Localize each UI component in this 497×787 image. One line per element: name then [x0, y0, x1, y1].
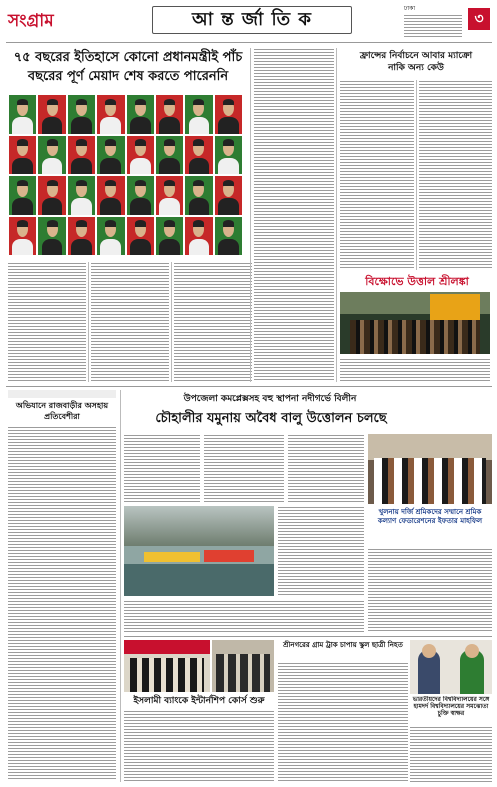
pm-portrait [38, 95, 65, 134]
france-headline: ফ্রান্সের নির্বাচনে আবার ম্যাক্রো নাকি অন্য কেউ [359, 51, 473, 73]
pm-portrait [156, 136, 183, 175]
lead-headline-line2: বছরের পূর্ণ মেয়াদ শেষ করতে পারেননি [27, 69, 229, 84]
srilanka-body [340, 358, 490, 382]
lead-headline-line1: ৭৫ বছরের ইতিহাসে কোনো প্রধানমন্ত্রীই পাঁচ [13, 50, 243, 65]
pm-portrait [127, 217, 154, 256]
pm-portrait [97, 217, 124, 256]
pm-portrait [127, 176, 154, 215]
khulna-iftar-photo [368, 434, 492, 504]
masthead [0, 0, 497, 46]
pm-portrait [127, 136, 154, 175]
bottom-headline: চৌহালীর যমুনায় অবৈধ বালু উত্তোলন চলছে [155, 411, 387, 426]
pm-portrait [156, 217, 183, 256]
lead-headline [8, 48, 248, 88]
pm-portrait [68, 95, 95, 134]
islami-bank-body [124, 710, 274, 782]
pm-portrait [185, 95, 212, 134]
logo-text: সংগ্রাম [8, 11, 54, 31]
dateline-city: ঢাকা [404, 5, 416, 12]
lead-body-col1 [8, 262, 86, 382]
page-number: ৩ [474, 11, 484, 27]
chauhali-body-col2 [204, 434, 284, 504]
page-number-box [468, 8, 490, 30]
pm-portrait [9, 95, 36, 134]
section-title: আ ন্ত র্জা তি ক [191, 9, 313, 30]
pm-portrait [68, 136, 95, 175]
pm-portrait [97, 176, 124, 215]
pm-portrait [68, 176, 95, 215]
sreenagar-headline: শ্রীনগরের গ্রাম ট্রাক চাপায় স্কুল ছাত্রী নিহত [283, 641, 403, 649]
pm-portrait [215, 95, 242, 134]
university-signing-photo [410, 640, 492, 694]
khulna-headline: খুলনায় দর্জি শ্রমিকদের সম্মানে শ্রমিক কল্যাণ ফেডারেশনের ইফতার মাহফিল [377, 508, 483, 525]
section-title-box [152, 6, 352, 34]
bottom-top-label: উপজেলা কমপ্লেক্সসহ বহু স্থাপনা নদীগর্ভে বিলীন [183, 394, 357, 404]
france-story [340, 46, 492, 272]
lead-body-col3 [174, 262, 252, 382]
pm-portrait [38, 136, 65, 175]
pm-portrait [215, 136, 242, 175]
pm-portrait [38, 176, 65, 215]
pm-portrait [9, 136, 36, 175]
pm-portrait [156, 95, 183, 134]
pm-portrait [68, 217, 95, 256]
khulna-body [368, 548, 492, 632]
islami-bank-headline: ইসলামী ব্যাংকে ইন্টার্নশিপ কোর্স শুরু [133, 696, 265, 706]
islami-bank-photo-2 [212, 640, 274, 692]
pm-portrait [97, 136, 124, 175]
university-headline: ভারতীয়দের বিশ্ববিদ্যালয়ের সঙ্গে হামদর্দ বিশ্ববিদ্যালয়ের সমঝোতা চুক্তি স্বাক্ষর [412, 696, 490, 717]
chauhali-body-col3 [288, 434, 364, 504]
logo [8, 8, 70, 32]
pm-portrait [38, 217, 65, 256]
chauhali-body-col1 [124, 434, 200, 504]
pm-portrait [185, 217, 212, 256]
chauhali-body-col5 [124, 600, 364, 632]
srilanka-headline: বিক্ষোভে উত্তাল শ্রীলঙ্কা [365, 275, 469, 288]
left-story [8, 390, 116, 782]
river-sand-photo [124, 506, 274, 596]
pm-portrait [97, 95, 124, 134]
pm-portrait [215, 217, 242, 256]
lead-body-col4 [254, 48, 334, 382]
pm-portrait [215, 176, 242, 215]
chauhali-body-col4 [278, 506, 364, 596]
sreenagar-body [278, 662, 408, 782]
islami-bank-photo [124, 640, 210, 692]
dateline [404, 5, 466, 39]
pm-portrait-grid [8, 94, 243, 256]
pm-portrait [9, 176, 36, 215]
srilanka-protest-photo [340, 292, 490, 354]
university-body [410, 726, 492, 782]
pm-portrait [127, 95, 154, 134]
pm-portrait [185, 176, 212, 215]
pm-portrait [185, 136, 212, 175]
pm-portrait [156, 176, 183, 215]
lead-body-col2 [91, 262, 169, 382]
pm-portrait [9, 217, 36, 256]
left-headline: অভিযানে রাজবাড়ীর অসহায় প্রতিবেশীরা [15, 401, 109, 421]
